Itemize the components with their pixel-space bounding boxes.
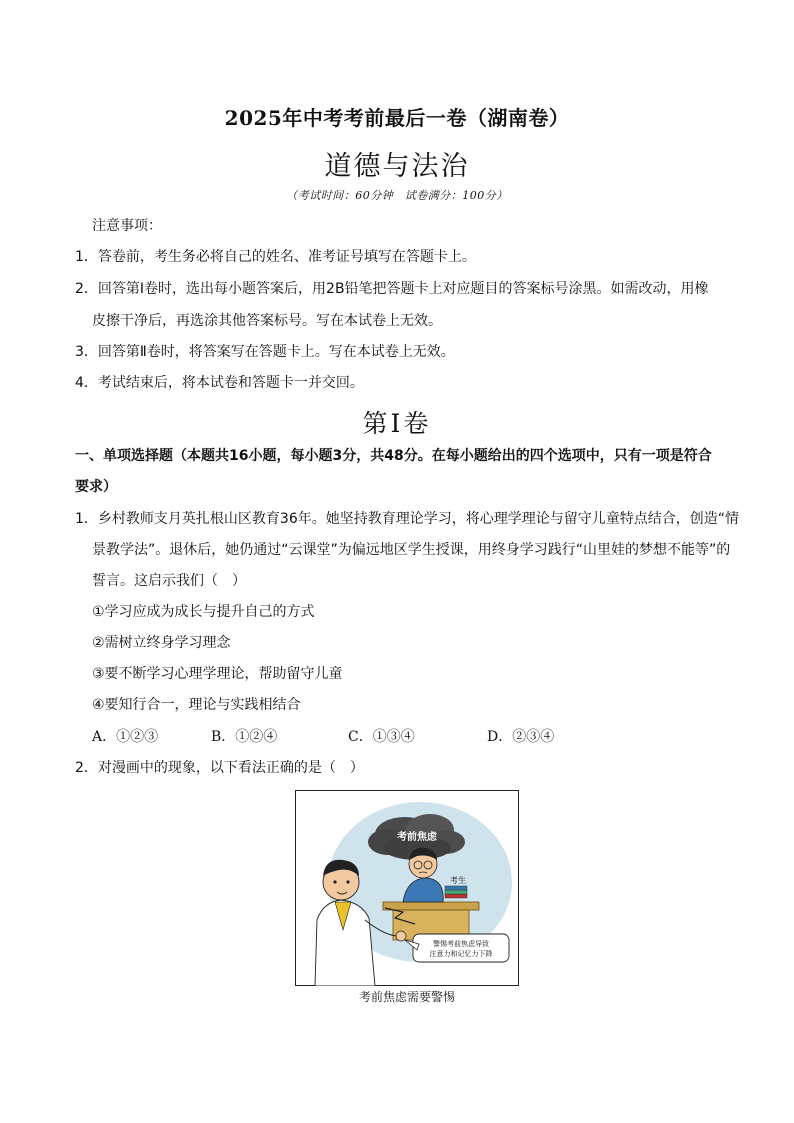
cartoon-caption: 考前焦虑需要警惕 (358, 990, 455, 1004)
notice-item-4: 4．考试结束后，将本试卷和答题卡一并交回。 (75, 375, 364, 391)
student-label: 考生 (450, 876, 466, 885)
bubble-line-2: 注意力和记忆力下降 (429, 950, 493, 958)
part1-heading-cont: 要求） (75, 479, 117, 495)
cartoon-figure (295, 790, 519, 986)
q1-option-b: B．①②④ (211, 729, 278, 745)
q1-statement-4: ④要知行合一，理论与实践相结合 (92, 697, 301, 713)
section-title: 第Ⅰ卷 (362, 409, 432, 438)
q2-stem: 2．对漫画中的现象，以下看法正确的是（ ） (75, 760, 364, 776)
q1-option-a: A．①②③ (92, 729, 159, 745)
q1-statement-2: ②需树立终身学习理念 (92, 635, 231, 651)
q1-stem-line-3: 誓言。这启示我们（ ） (92, 573, 246, 589)
notice-item-1: 1．答卷前，考生务必将自己的姓名、准考证号填写在答题卡上。 (75, 249, 476, 265)
bubble-line-1: 警惕考前焦虑导致 (433, 940, 489, 948)
q1-option-c: C．①③④ (348, 729, 415, 745)
speech-bubble (405, 934, 509, 962)
exam-info: （考试时间：60分钟 试卷满分：100分） (286, 189, 508, 202)
cartoon-illustration (295, 790, 519, 986)
notice-item-3: 3．回答第Ⅱ卷时，将答案写在答题卡上。写在本试卷上无效。 (75, 344, 455, 360)
q1-option-d: D．②③④ (487, 729, 555, 745)
part1-heading: 一、单项选择题（本题共16小题，每小题3分，共48分。在每小题给出的四个选项中，只有一项是符合 (75, 448, 712, 464)
subject-title: 道德与法治 (324, 151, 470, 182)
notice-heading: 注意事项： (92, 218, 162, 234)
exam-title: 2025年中考考前最后一卷（湖南卷） (224, 106, 570, 130)
q1-statement-3: ③要不断学习心理学理论，帮助留守儿童 (92, 666, 343, 682)
cloud-text: 考前焦虑 (397, 832, 437, 843)
q1-statement-1: ①学习应成为成长与提升自己的方式 (92, 604, 315, 620)
q1-stem-line-1: 1．乡村教师支月英扎根山区教育36年。她坚持教育理论学习，将心理学理论与留守儿童特点结合，创造“情 (75, 511, 739, 527)
notice-item-2-cont: 皮擦干净后，再选涂其他答案标号。写在本试卷上无效。 (92, 313, 442, 329)
notice-item-2: 2．回答第Ⅰ卷时，选出每小题答案后，用2B铅笔把答题卡上对应题目的答案标号涂黑。如需改动，用橡 (75, 281, 709, 297)
q1-stem-line-2: 景教学法”。退休后，她仍通过“云课堂”为偏远地区学生授课，用终身学习践行“山里娃的梦想不能等”的 (92, 542, 731, 558)
